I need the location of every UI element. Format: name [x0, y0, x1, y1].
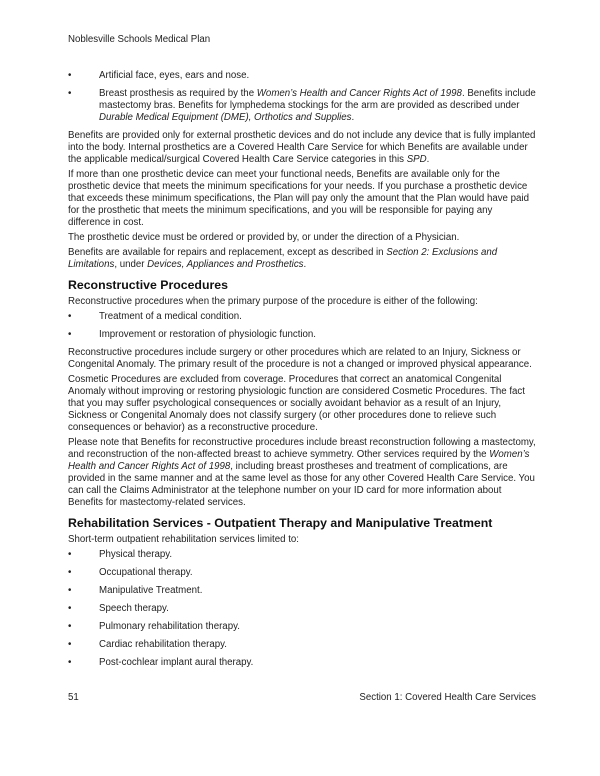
bullet-item — [68, 70, 536, 82]
bullet-text: Physical therapy. — [99, 549, 173, 560]
document-footer — [68, 692, 536, 704]
paragraph: Short-term outpatient rehabilitation services limited to: — [68, 534, 299, 545]
bullet-icon: • — [68, 621, 72, 632]
bullet-icon: • — [68, 567, 72, 578]
document-header — [68, 34, 536, 46]
bullet-text: Artificial face, eyes, ears and nose. — [99, 70, 250, 81]
paragraph: Benefits are available for repairs and replacement, except as described in Section 2: Exclusions and Limitations, under Devices, Appliances and Prosthetics. — [68, 247, 498, 270]
bullet-icon: • — [68, 603, 72, 614]
bullet-item — [68, 657, 536, 669]
bullet-text: Pulmonary rehabilitation therapy. — [99, 621, 240, 632]
paragraph: Reconstructive procedures when the primary purpose of the procedure is either of the following: — [68, 296, 478, 307]
bullet-icon: • — [68, 657, 72, 668]
bullet-text: Treatment of a medical condition. — [99, 311, 242, 322]
document-body — [68, 70, 536, 675]
bullet-item — [68, 639, 536, 651]
paragraph: Please note that Benefits for reconstructive procedures include breast reconstruction following a mastectomy, and reconstruction of the non-affected breast to achieve symmetry. Other services required by the Women’s Health and Cancer Rights Act of 1998, including breast prostheses and treatment of complications, are provided in the same manner and at the same level as those for any other Covered Health Care Service. You can call the Claims Administrator at the telephone number on your ID card for more information about Benefits for mastectomy-related services. — [68, 437, 536, 508]
bullet-icon: • — [68, 70, 72, 81]
section-heading: Rehabilitation Services - Outpatient Therapy and Manipulative Treatment — [68, 516, 493, 530]
paragraph: Reconstructive procedures include surgery or other procedures which are related to an Injury, Sickness or Congenital Anomaly. The primary result of the procedure is not a changed or improved physical appearance. — [68, 347, 532, 370]
bullet-item — [68, 585, 536, 597]
bullet-item — [68, 603, 536, 615]
bullet-text: Breast prosthesis as required by the Women’s Health and Cancer Rights Act of 1998. Benefits include mastectomy bras. Benefits for lymphedema stockings for the arm are provided as described under Durable Medical Equipment (DME), Orthotics and Supplies. — [99, 88, 536, 123]
bullet-icon: • — [68, 639, 72, 650]
bullet-text: Speech therapy. — [99, 603, 169, 614]
bullet-text: Post-cochlear implant aural therapy. — [99, 657, 254, 668]
paragraph: Benefits are provided only for external prosthetic devices and do not include any device that is fully implanted into the body. Internal prosthetics are a Covered Health Care Service for which Benefits are available under the applicable medical/surgical Covered Health Care Service categories in this SPD. — [68, 130, 536, 165]
bullet-item — [68, 567, 536, 579]
bullet-item — [68, 311, 536, 323]
bullet-icon: • — [68, 549, 72, 560]
bullet-icon: • — [68, 329, 72, 340]
bullet-text: Improvement or restoration of physiologic function. — [99, 329, 316, 340]
bullet-item — [68, 621, 536, 633]
paragraph: If more than one prosthetic device can meet your functional needs, Benefits are available only for the prosthetic device that meets the minimum specifications for your needs. If you purchase a prosthetic device that exceeds these minimum specifications, the Plan will pay only the amount that the Plan would have paid for the prosthetic that meets the minimum specifications, and you will be responsible for paying any difference in cost. — [68, 169, 529, 228]
bullet-icon: • — [68, 311, 72, 322]
document-title: Noblesville Schools Medical Plan — [68, 34, 211, 45]
bullet-icon: • — [68, 585, 72, 596]
bullet-item — [68, 329, 536, 341]
bullet-item — [68, 88, 536, 124]
bullet-text: Manipulative Treatment. — [99, 585, 203, 596]
paragraph: The prosthetic device must be ordered or provided by, or under the direction of a Physician. — [68, 232, 460, 243]
paragraph: Cosmetic Procedures are excluded from coverage. Procedures that correct an anatomical Congenital Anomaly without improving or restoring physiologic function are considered Cosmetic Procedures. The fact that you may suffer psychological consequences or socially avoidant behavior as a result of an Injury, Sickness or Congenital Anomaly does not classify surgery (or other procedures done to relieve such consequences or behavior) as a reconstructive procedure. — [68, 374, 525, 433]
bullet-text: Occupational therapy. — [99, 567, 193, 578]
page-number: 51 — [68, 692, 79, 703]
bullet-item — [68, 549, 536, 561]
section-heading: Reconstructive Procedures — [68, 278, 228, 292]
bullet-icon: • — [68, 88, 72, 99]
bullet-text: Cardiac rehabilitation therapy. — [99, 639, 227, 650]
footer-section-label: Section 1: Covered Health Care Services — [359, 692, 536, 703]
